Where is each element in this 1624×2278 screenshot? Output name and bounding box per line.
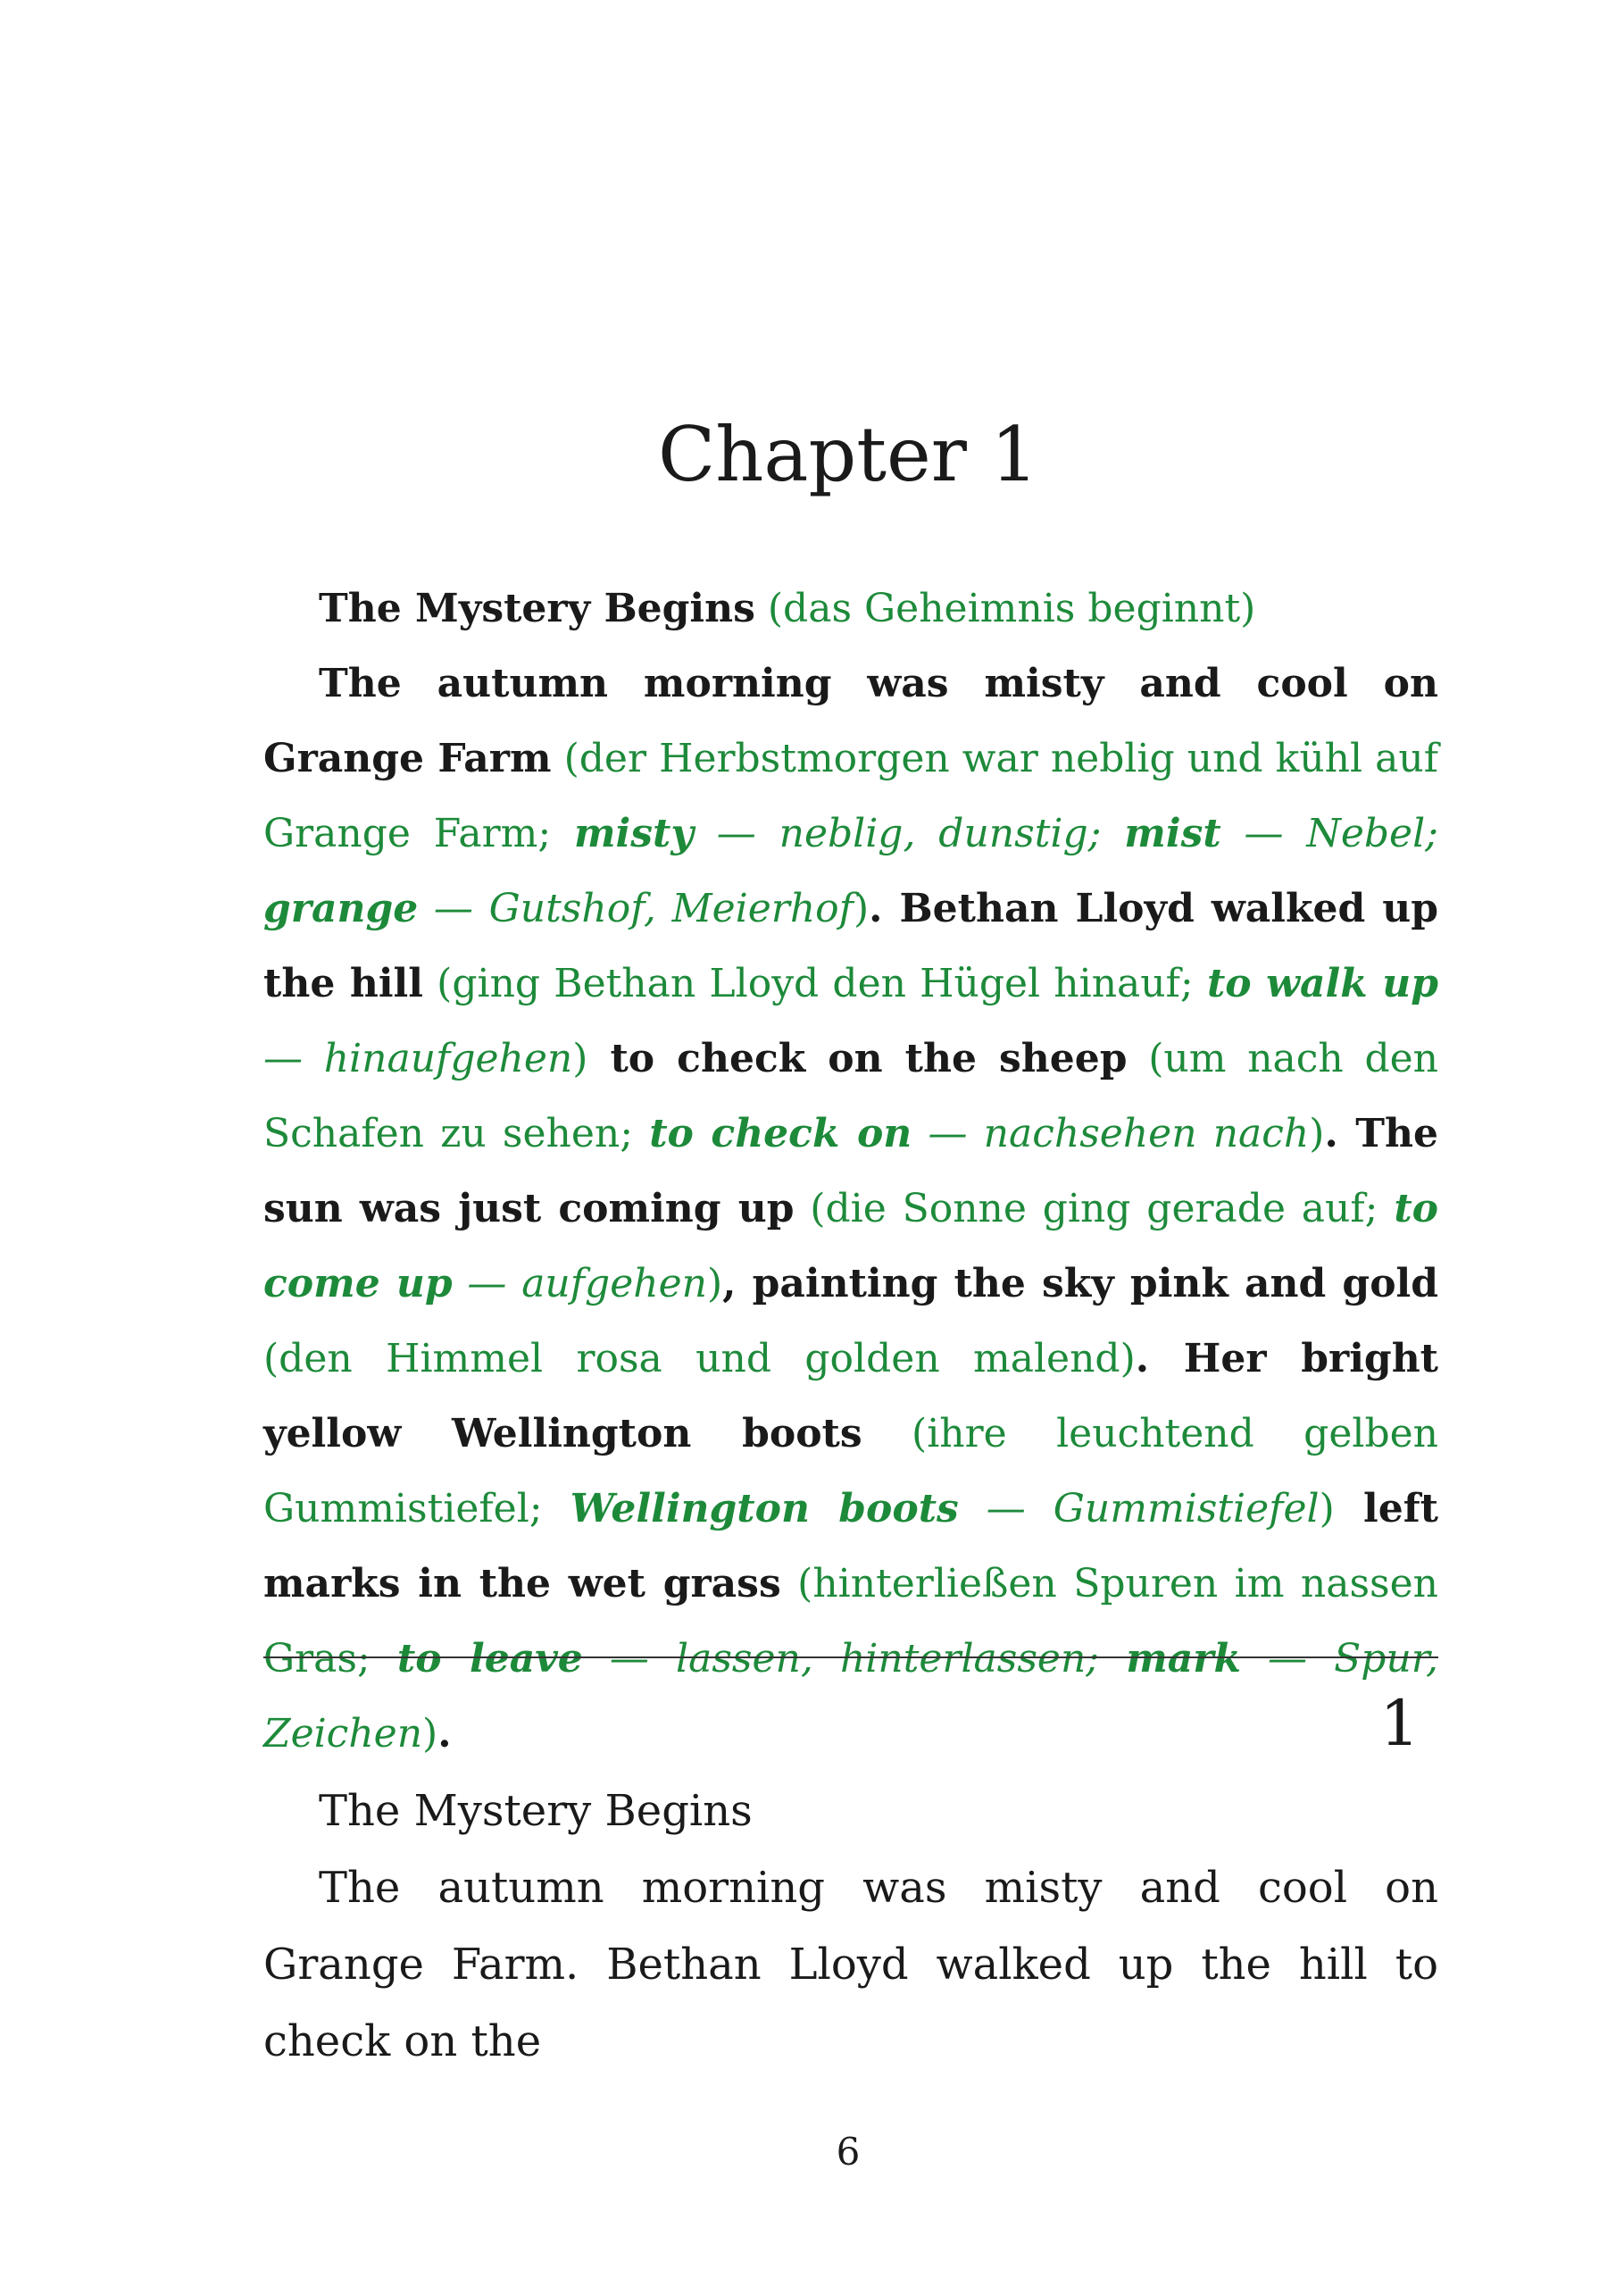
plain-text-block [263,1773,1438,2080]
text-segment-g: (hinterließen Spuren im nassen Gras; [263,1561,1438,1681]
plain-paragraph: The autumn morning was misty and cool on Grange Farm. Bethan Lloyd walked up the hill to check on the [263,1863,1438,2066]
text-segment-g: ) [706,1261,723,1306]
text-segment-gbi: Wellington boots [570,1486,959,1531]
annotated-subheading [263,572,1438,647]
subheading-german: (das Geheimnis beginnt) [754,586,1256,631]
text-segment-g: (den Himmel rosa und golden malend) [263,1336,1136,1381]
subheading-english: The Mystery Begins [319,586,755,631]
text-segment-gi: — Gummistiefel [958,1486,1320,1531]
text-segment-gi: — Spur, Zeichen [263,1636,1438,1756]
text-segment-b: . Bethan Lloyd walked up the hill [263,886,1438,1006]
text-segment-g: (ging Bethan Lloyd den Hügel hinauf; [422,961,1207,1006]
text-segment-b: . [437,1711,452,1756]
text-segment-g: (um nach den Schafen zu sehen; [263,1036,1439,1156]
section-number: 1 [1379,1687,1420,1760]
text-segment-b: , painting the sky pink and gold [722,1261,1439,1306]
text-segment-gi: — neblig, dunstig; [693,811,1125,856]
text-segment-gi: — aufgehen [452,1261,707,1306]
text-segment-gbi: to come up [263,1186,1438,1306]
plain-subheading: The Mystery Begins [319,1786,753,1836]
text-segment-gbi: to leave [396,1636,583,1681]
text-segment-gi: — Nebel; [1220,811,1438,856]
text-segment-gbi: to check on [649,1111,912,1156]
text-segment-g: ) [1309,1111,1325,1156]
annotated-paragraph [263,647,1438,1772]
text-segment-gbi: grange [263,886,419,931]
text-segment-g: ) [422,1711,438,1756]
text-segment-gi: — nachsehen nach [912,1111,1310,1156]
text-segment-g: ) [572,1036,588,1081]
divider-rule [263,1656,1438,1658]
text-segment-b: to check on the sheep [587,1036,1128,1081]
text-segment-gbi: mark [1126,1636,1241,1681]
text-segment-b: . Her bright yellow Wellington boots [263,1336,1439,1456]
page-number: 6 [836,2130,861,2174]
text-segment-gi: — Gutshof, Meierhof [418,886,854,931]
text-segment-gi: — lassen, hinterlassen; [582,1636,1127,1681]
text-segment-g: ) [1319,1486,1335,1531]
chapter-title: Chapter 1 [658,411,1038,499]
text-segment-b: The autumn morning was misty and cool on Grange Farm [263,661,1438,781]
text-segment-gbi: mist [1124,811,1221,856]
text-segment-gbi: misty [574,811,694,856]
text-segment-b: . The sun was just coming up [263,1111,1438,1231]
text-segment-gi: — hinaufgehen [263,1036,573,1081]
text-segment-g: (die Sonne ging gerade auf; [794,1186,1395,1231]
annotated-text-block [263,572,1438,1772]
text-segment-g: (ihre leuchtend gelben Gummistiefel; [263,1411,1438,1531]
text-segment-b: left marks in the wet grass [263,1486,1439,1606]
text-segment-gbi: to walk up [1206,961,1438,1006]
text-segment-g: ) [853,886,870,931]
text-segment-g: (der Herbstmorgen war neblig und kühl auf Grange Farm; [263,736,1439,856]
